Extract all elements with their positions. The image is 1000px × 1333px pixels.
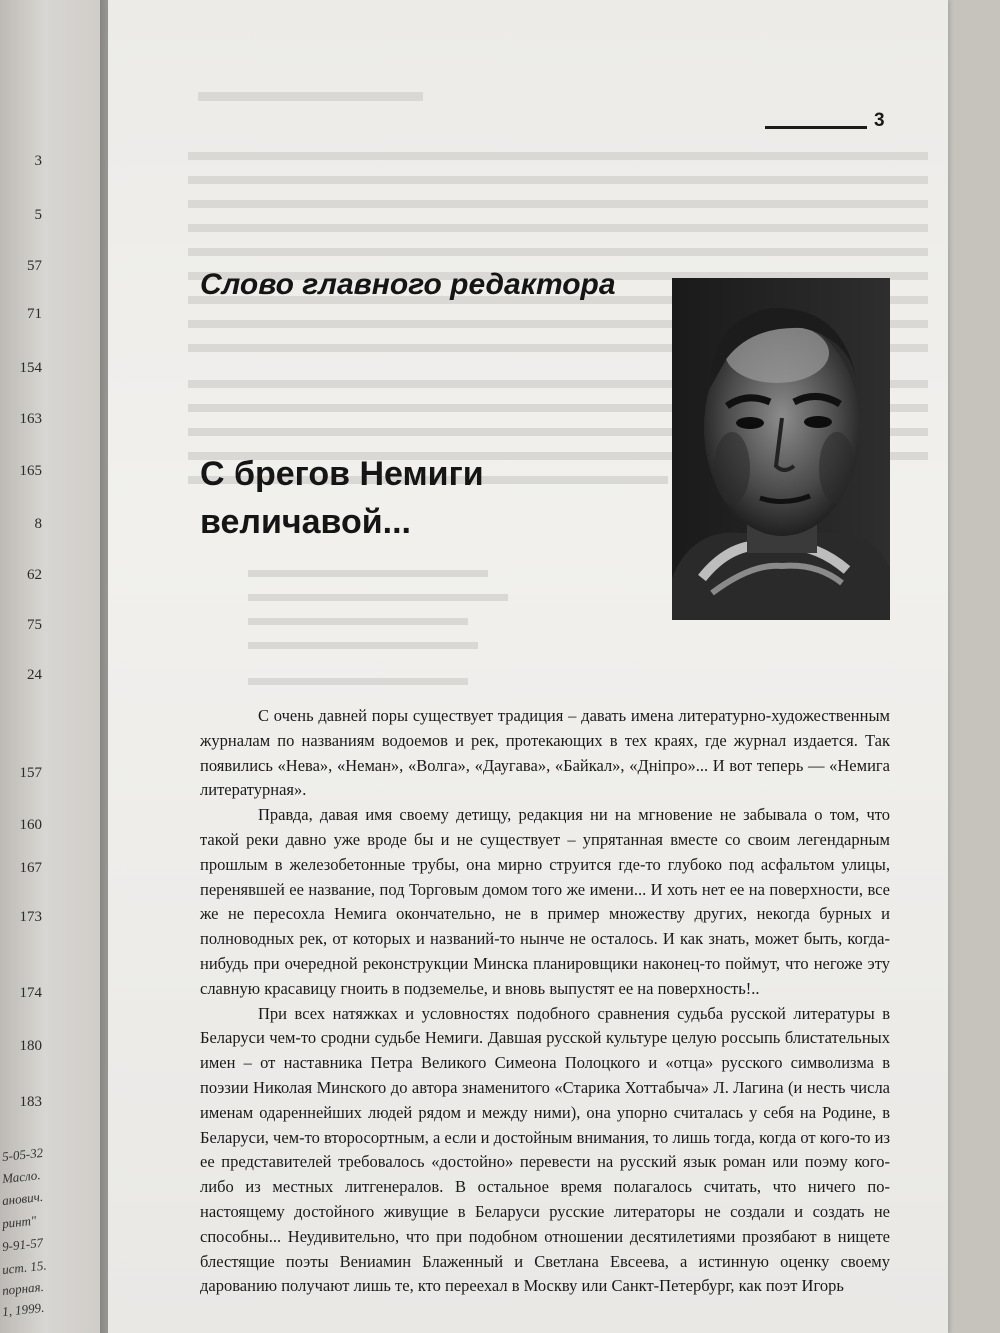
imprint-line: анович. xyxy=(1,1188,44,1209)
toc-number: 180 xyxy=(19,1038,42,1054)
imprint-line: порная. xyxy=(1,1278,45,1299)
imprint-line: 9-91-57 xyxy=(1,1234,44,1255)
toc-number: 5 xyxy=(34,207,42,223)
toc-number: 157 xyxy=(19,765,42,781)
toc-number: 165 xyxy=(19,463,42,479)
section-title: Слово главного редактора xyxy=(200,268,616,301)
left-page xyxy=(0,0,110,1333)
imprint-line: 1, 1999. xyxy=(1,1299,45,1320)
toc-number: 75 xyxy=(27,617,42,633)
toc-number: 174 xyxy=(19,985,42,1001)
toc-number: 3 xyxy=(34,153,42,169)
article-body xyxy=(200,704,890,1299)
editor-portrait xyxy=(672,278,890,620)
toc-number: 71 xyxy=(27,306,42,322)
toc-number: 163 xyxy=(19,411,42,427)
toc-number: 62 xyxy=(27,567,42,583)
toc-number: 173 xyxy=(19,909,42,925)
paragraph: С очень давней поры существует традиция – давать имена литературно-художественным журналам по названиям водоемов и рек, протекающих в тех краях, где журнал издается. Так появились «Нева», «Неман», «Волга», «Даугава», «Байкал», «Днiпро»... И вот теперь — «Немига литературная». xyxy=(200,706,890,800)
imprint-line: Масло. xyxy=(1,1167,42,1187)
imprint-line: ист. 15. xyxy=(1,1257,48,1278)
toc-number: 183 xyxy=(19,1094,42,1110)
page-number: 3 xyxy=(874,110,885,131)
toc-number: 154 xyxy=(19,360,42,376)
page-edge xyxy=(948,0,1000,1333)
toc-number: 24 xyxy=(27,667,42,683)
toc-number: 8 xyxy=(34,516,42,532)
imprint-line: ринт" xyxy=(1,1212,38,1232)
imprint-line: 5-05-32 xyxy=(1,1144,44,1165)
paragraph: Правда, давая имя своему детищу, редакция ни на мгновение не забывала о том, что такой реки давно уже вроде бы и не существует – упрятанная вместе со своим легендарным прошлым в железобетонные трубы, она мирно струится где-то глубоко под асфальтом улицы, перенявшей ее название, под Торговым домом того же имени... И хоть нет ее на поверхности, все же не пересохла Немига окончательно, не в пример множеству других, некогда бурных и полноводных рек, от которых и названий-то нынче не осталось. И как знать, может быть, когда-нибудь при очередной реконструкции Минска планировщики наконец-то поймут, что негоже эту славную красавицу гноить в подземелье, и вновь выпустят ее на поверхность!.. xyxy=(200,805,890,998)
toc-number: 57 xyxy=(27,258,42,274)
article-title: С брегов Немиги величавой... xyxy=(200,455,484,541)
toc-number: 160 xyxy=(19,817,42,833)
toc-number: 167 xyxy=(19,860,42,876)
header-rule xyxy=(765,126,867,129)
paragraph: При всех натяжках и условностях подобного сравнения судьба русской литературы в Беларуси чем-то сродни судьбе Немиги. Давшая русской культуре целую россыпь блистательных имен – от наставника Петра Великого Симеона Полоцкого и «отца» русского символизма в поэзии Николая Минского до автора знаменитого «Старика Хоттабыча» Л. Лагина (и несть числа именам одареннейших людей рядом и между ними), она упорно считалась у себя на Родине, в Беларуси, чем-то второсортным, а если и достойным внимания, то лишь тогда, когда от кого-то из ее представителей требовалось «достойно» перевести на русский язык роман или поэму кого-либо из местных литгенералов. В остальное время полагалось считать, что ничего по-настоящему достойного живущие в Беларуси русские литераторы не создали и создать не способны... Неудивительно, что при подобном отношении десятилетиями прозябают в нищете блестящие поэты Вениамин Блаженный и Светлана Евсеева, а истинную оценку своему дарованию получают лишь те, кто переехал в Москву или Санкт-Петербург, как поэт Игорь xyxy=(200,1003,890,1296)
